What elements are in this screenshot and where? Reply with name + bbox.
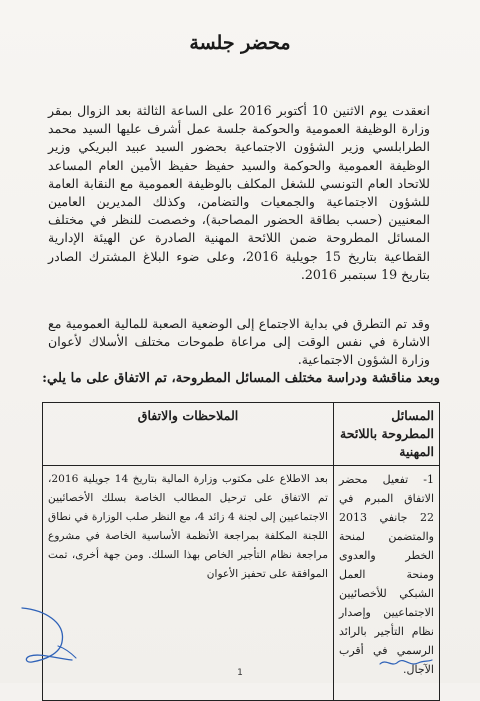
header-issues: المسائل المطروحة باللائحة المهنية bbox=[334, 403, 440, 466]
handwritten-signature-left bbox=[14, 600, 84, 670]
row-1-issue: 1- تفعيل محضر الاتفاق المبرم في 22 جانفي 2013 والمتضمن لمنحة الخطر والعدوى ومنحة العمل الشبكي للأخصائيين الاجتماعيين وإصدار نظام التأجير بالرائد الرسمي في أقرب الآجال. bbox=[334, 466, 440, 701]
paragraph-meeting-details: انعقدت يوم الاثنين 10 أكتوبر 2016 على الساعة الثالثة بعد الزوال بمقر وزارة الوظيفة العمومية والحوكمة جلسة عمل أشرف عليها السيد محمد الطرابلسي وزير الشؤون الاجتماعية بحضور السيد عبيد البريكي وزير الوظيفة العمومية والحوكمة والسيد حفيظ حفيظ الأمين العام المساعد للاتحاد العام التونسي للشغل المكلف بالوظيفة العمومية مع النقابة العامة للشؤون الاجتماعية والجمعيات والتضامن، وكذلك المديرين العامين المعنيين (حسب بطاقة الحضور المصاحبة)، وخصصت للنظر في مختلف المسائل المطروحة ضمن اللائحة المهنية الصادرة عن الهيئة الإدارية القطاعية بتاريخ 15 جويلية 2016، وعلى ضوء البلاغ المشترك الصادر بتاريخ 19 سبتمبر 2016. bbox=[48, 103, 431, 282]
agreement-intro: وبعد مناقشة ودراسة مختلف المسائل المطروحة، تم الاتفاق على ما يلي: bbox=[42, 371, 440, 386]
paragraph-discussion: وقد تم التطرق في بداية الاجتماع إلى الوضعية الصعبة للمالية العمومية مع الاشارة في نفس الوقت إلى مراعاة طموحات مختلف الأسلاك لأعوان وزارة الشؤون الاجتماعية. bbox=[48, 316, 430, 368]
document-title: محضر جلسة bbox=[189, 32, 291, 54]
row-1-notes: بعد الاطلاع على مكتوب وزارة المالية بتاريخ 14 جويلية 2016، تم الاتفاق على ترحيل المطالب الخاصة بسلك الأخصائيين الاجتماعيين إلى لجنة 4 زائد 4، مع النظر صلب الوزارة في نطاق اللجنة المكلفة بمراجعة الأنظمة الأساسية الخاصة في مشروع مراجعة نظام التأجير الخاص بهذا السلك. ومن جهة أخرى، تمت الموافقة على تحفيز الأعوان bbox=[43, 466, 334, 701]
handwritten-initials-right bbox=[376, 654, 436, 672]
header-notes: الملاحظات والاتفاق bbox=[43, 403, 334, 466]
page-number: 1 bbox=[237, 668, 243, 678]
table-header-row bbox=[43, 403, 440, 466]
